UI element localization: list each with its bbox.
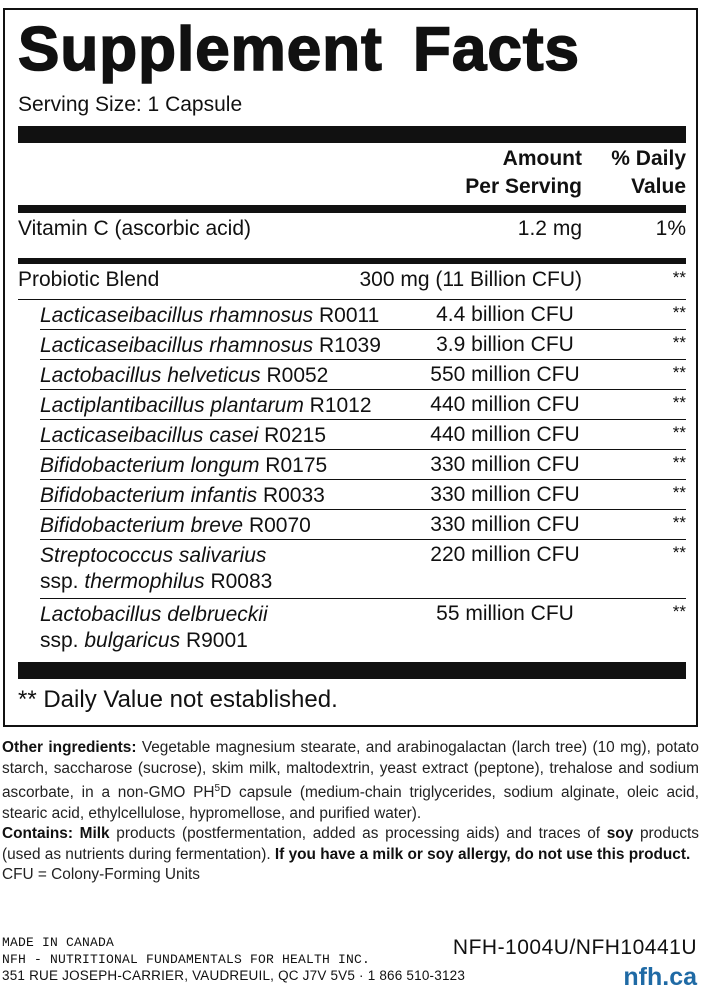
footnote: ** Daily Value not established. — [18, 686, 338, 713]
thick-divider — [18, 126, 686, 143]
other-ingredients: Other ingredients: Vegetable magnesium stearate, and arabinogalactan (larch tree) (10 mg), potato starch, saccharose (sucrose), skim milk, maltodextrin, yeast extract (peptone), trehalose and sodium ascorbate, in a non-GMO $PH^5D$ capsule (medium-chain triglycerides, sodium alginate, oleic acid, stearic acid, ethylcellulose, hypromellose, and purified water). — [2, 739, 699, 822]
strain-row — [40, 599, 686, 658]
blend-daily-value: ** — [672, 268, 686, 287]
product-codes: NFH-1004U/NFH10441U — [452, 936, 697, 959]
strain-name: Streptococcus salivarius ssp. thermophilus R0083 — [40, 544, 273, 593]
label-footer — [2, 935, 699, 991]
other-ingredients-label: Other ingredients: — [2, 739, 137, 756]
strain-row — [40, 330, 686, 360]
nutrient-name: Vitamin C (ascorbic acid) — [18, 217, 252, 240]
strain-amount: 550 million CFU — [430, 363, 580, 386]
strain-daily-value: ** — [672, 483, 686, 502]
serving-size: Serving Size: 1 Capsule — [18, 93, 243, 116]
strain-name: Lacticaseibacillus rhamnosus R1039 — [40, 334, 381, 357]
allergy-warning: If you have a milk or soy allergy, do not use this product. — [274, 845, 691, 863]
strain-amount: 330 million CFU — [430, 483, 580, 506]
strain-name: Bifidobacterium infantis R0033 — [40, 484, 325, 507]
strain-daily-value: ** — [672, 393, 686, 412]
strain-name: Lactiplantibacillus plantarum R1012 — [40, 394, 372, 417]
strain-name: Lactobacillus helveticus R0052 — [40, 364, 329, 387]
strain-amount: 330 million CFU — [430, 513, 580, 536]
strain-name: Lactobacillus delbrueckii ssp. bulgaricus R9001 — [40, 603, 268, 652]
strain-daily-value: ** — [672, 453, 686, 472]
strain-name: Lacticaseibacillus casei R0215 — [40, 424, 327, 447]
contains-label: Contains: — [2, 825, 73, 843]
strain-daily-value: ** — [672, 602, 686, 621]
column-header — [18, 143, 686, 205]
strain-row — [40, 480, 686, 510]
strain-daily-value: ** — [672, 543, 686, 562]
strain-amount: 220 million CFU — [430, 543, 580, 566]
strain-row — [40, 540, 686, 599]
vitamin-c-row — [18, 213, 686, 258]
blend-amount: 300 mg (11 Billion CFU) — [359, 268, 582, 291]
strain-amount: 440 million CFU — [430, 423, 580, 446]
strain-amount: 440 million CFU — [430, 393, 580, 416]
product-codes-block — [453, 935, 697, 993]
daily-value-header: % Daily Value — [611, 147, 686, 198]
strain-amount: 55 million CFU — [436, 602, 574, 625]
website-link[interactable]: nfh.ca — [623, 963, 697, 991]
blend-name: Probiotic Blend — [18, 268, 160, 291]
strain-daily-value: ** — [672, 513, 686, 532]
made-in-canada: MADE IN CANADA — [2, 935, 115, 950]
strain-daily-value: ** — [672, 333, 686, 352]
nutrient-amount: 1.2 mg — [517, 217, 582, 240]
panel-title: Supplement Facts — [18, 15, 580, 84]
strain-row — [40, 390, 686, 420]
strain-daily-value: ** — [672, 423, 686, 442]
strain-name: Bifidobacterium breve R0070 — [40, 514, 311, 537]
strain-amount: 3.9 billion CFU — [436, 333, 574, 356]
probiotic-blend-row — [18, 264, 686, 299]
strain-row — [40, 450, 686, 480]
strain-row — [40, 360, 686, 390]
nutrient-daily-value: 1% — [655, 217, 686, 240]
strain-amount: 4.4 billion CFU — [436, 303, 574, 326]
strain-name: Lacticaseibacillus rhamnosus R0011 — [40, 304, 380, 327]
amount-per-serving-header: Amount Per Serving — [465, 147, 582, 198]
strain-daily-value: ** — [672, 303, 686, 322]
cfu-definition: CFU = Colony-Forming Units — [2, 866, 200, 884]
strain-row — [40, 300, 686, 330]
strain-amount: 330 million CFU — [430, 453, 580, 476]
strain-row — [40, 510, 686, 540]
strain-name: Bifidobacterium longum R0175 — [40, 454, 328, 477]
strain-row — [40, 420, 686, 450]
allergen-statement: Contains: Milk products (postfermentation, added as processing aids) and traces of soy products (used as nutrients during fermentation). If you have a milk or soy allergy, do not use this product. — [2, 825, 699, 863]
company-address: 351 RUE JOSEPH-CARRIER, VAUDREUIL, QC J7V 5V5 · 1 866 510-3123 — [2, 968, 466, 983]
ingredients-block — [2, 738, 699, 886]
thick-divider — [18, 662, 686, 679]
medium-divider — [18, 205, 686, 213]
strain-list — [18, 300, 686, 658]
company-name: NFH - NUTRITIONAL FUNDAMENTALS FOR HEALTH INC. — [2, 951, 371, 967]
supplement-facts-panel — [3, 8, 698, 727]
strain-daily-value: ** — [672, 363, 686, 382]
